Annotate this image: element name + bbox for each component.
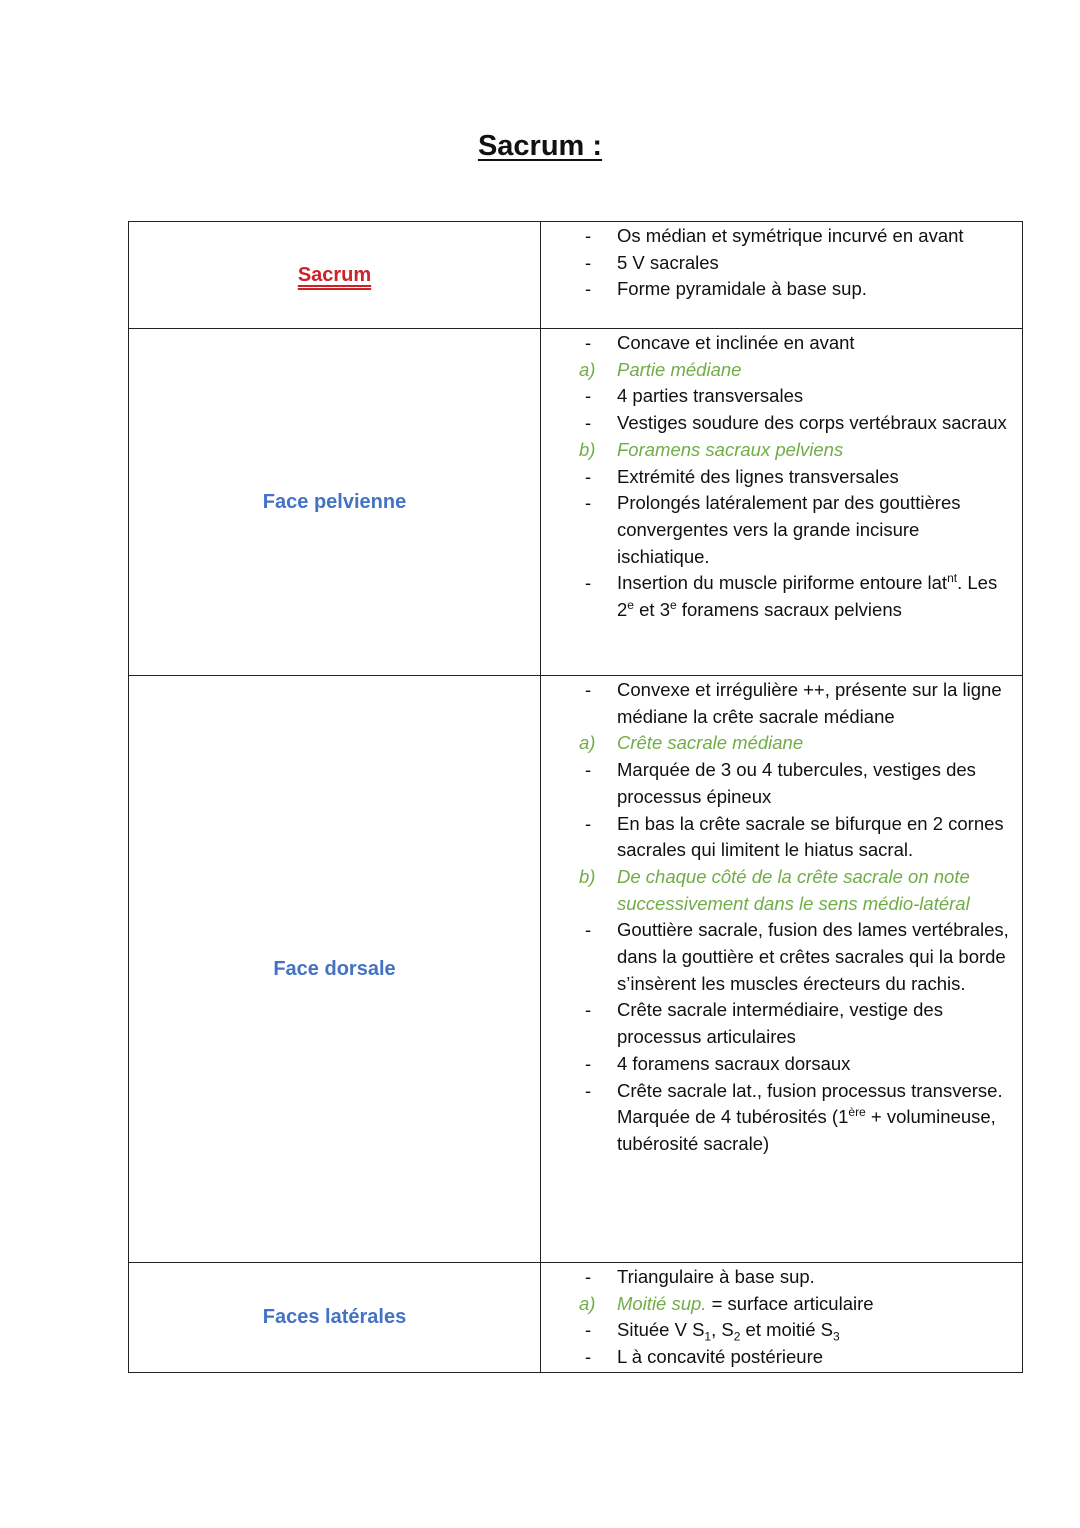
bullet-list [579, 1264, 1016, 1371]
section-label-face-pelvienne: Face pelvienne [262, 490, 407, 513]
section-label-faces-laterales: Faces latérales [262, 1305, 407, 1328]
sacrum-table [128, 221, 1023, 1373]
section-label-sacrum: Sacrum [297, 263, 372, 286]
bullet-list [579, 223, 1016, 303]
list-item: - Insertion du muscle piriforme entoure lat$^{nt}$. Les 2e et 3e foramens sacraux pelviens [585, 571, 998, 621]
list-item: - Extrémité des lignes transversales [585, 465, 899, 487]
page-title: Sacrum : [477, 130, 603, 162]
content-cell [541, 222, 1023, 329]
content-cell [541, 1263, 1023, 1373]
content-cell [541, 329, 1023, 676]
label-cell [129, 1263, 541, 1373]
content-cell [541, 676, 1023, 1263]
list-item: - Os médian et symétrique incurvé en avant [585, 225, 964, 246]
list-item: - Triangulaire à base sup. [585, 1266, 815, 1287]
table-row-faces-laterales [129, 1263, 1023, 1373]
list-item: - Crête sacrale lat., fusion processus transverse. Marquée de 4 tubérosités (1ère + volumineuse, tubérosité sacrale) [585, 1079, 1003, 1154]
list-item: - 4 foramens sacraux dorsaux [585, 1052, 851, 1074]
list-item: - Convexe et irrégulière ++, présente sur la ligne médiane la crête sacrale médiane [585, 679, 1002, 727]
list-item: b) De chaque côté de la crête sacrale on note successivement dans le sens médio-latéral [579, 865, 970, 914]
list-item: - Forme pyramidale à base sup. [585, 278, 867, 300]
list-item: - Marquée de 3 ou 4 tubercules, vestiges des processus épineux [585, 759, 976, 807]
list-item: a) Moitié sup. = surface articulaire [579, 1292, 874, 1314]
list-item: - Vestiges soudure des corps vertébraux sacraux [585, 412, 1007, 434]
bullet-list [579, 330, 1016, 624]
list-item: a) Partie médiane [579, 358, 742, 380]
list-item: - Prolongés latéralement par des gouttières convergentes vers la grande incisure ischiatique. [585, 492, 961, 567]
list-item: - Située V $S_1$, $S_2$ et moitié $S_3$ [585, 1319, 840, 1345]
table-row-face-pelvienne [129, 329, 1023, 676]
table-row-sacrum [129, 222, 1023, 329]
list-item: - En bas la crête sacrale se bifurque en 2 cornes sacrales qui limitent le hiatus sacral. [585, 812, 1004, 861]
list-item: - Concave et inclinée en avant [585, 332, 855, 353]
list-item: - 5 V sacrales [585, 251, 719, 273]
bullet-list [579, 677, 1016, 1158]
list-item: - 4 parties transversales [585, 385, 804, 407]
label-cell [129, 676, 541, 1263]
table-row-face-dorsale [129, 676, 1023, 1263]
list-item: b) Foramens sacraux pelviens [579, 438, 844, 460]
list-item: a) Crête sacrale médiane [579, 732, 804, 754]
list-item: - Crête sacrale intermédiaire, vestige des processus articulaires [585, 999, 943, 1048]
label-cell [129, 329, 541, 676]
label-cell [129, 222, 541, 329]
section-label-face-dorsale: Face dorsale [273, 957, 396, 980]
list-item: - L à concavité postérieure [585, 1346, 824, 1368]
list-item: - Gouttière sacrale, fusion des lames vertébrales, dans la gouttière et crêtes sacrales qui la borde s’insèrent les muscles érecteurs du rachis. [585, 919, 1009, 994]
